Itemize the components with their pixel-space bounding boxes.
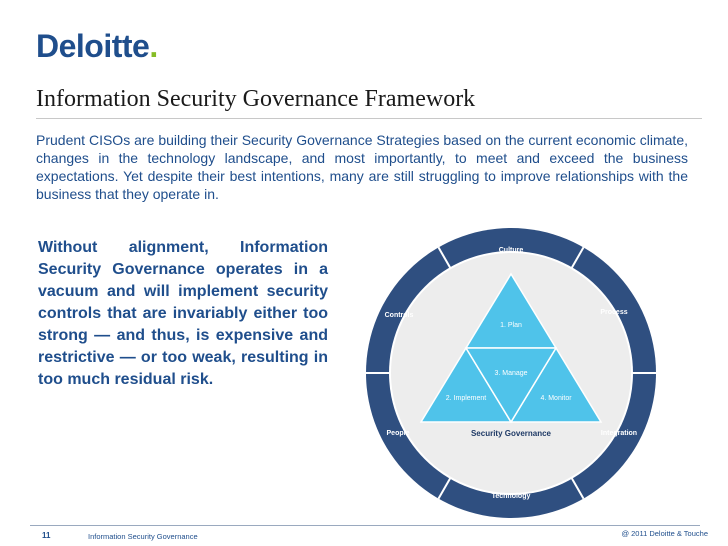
segment-technology: Technology (491, 493, 531, 500)
segment-process: Process (600, 309, 628, 316)
intro-paragraph: Prudent CISOs are building their Security Governance Strategies based on the current economic climate, changes in the technology landscape, and most importantly, to meet and exceed the business expectations. Yet despite their best intentions, many are still struggling to improve relationships with the business that they operate in. (36, 132, 688, 202)
label-manage: 3. Manage (494, 370, 528, 377)
governance-framework-diagram (355, 228, 667, 518)
footer-title: Information Security Governance (88, 532, 198, 541)
logo-text: Deloitte (36, 28, 150, 64)
label-implement: 2. Implement (445, 395, 487, 402)
page-number: 11 (42, 531, 51, 540)
page-title: Information Security Governance Framework (36, 86, 476, 112)
title-divider (36, 118, 702, 119)
segment-people: People (386, 430, 410, 437)
deloitte-logo (36, 30, 158, 62)
footer-divider (30, 525, 700, 526)
segment-culture: Culture (498, 247, 524, 254)
segment-controls: Controls (384, 312, 414, 319)
label-security-governance: Security Governance (470, 429, 552, 438)
segment-integration: Integration (600, 430, 638, 437)
copyright-notice: @ 2011 Deloitte & Touche (621, 529, 708, 538)
label-monitor: 4. Monitor (540, 395, 572, 402)
lead-statement: Without alignment, Information Security Governance operates in a vacuum and will implement security controls that are invariably either too strong — and thus, is expensive and restrictive — or too weak, resulting in too much residual risk. (38, 239, 328, 388)
label-plan: 1. Plan (500, 322, 522, 329)
logo-dot: . (149, 28, 158, 64)
